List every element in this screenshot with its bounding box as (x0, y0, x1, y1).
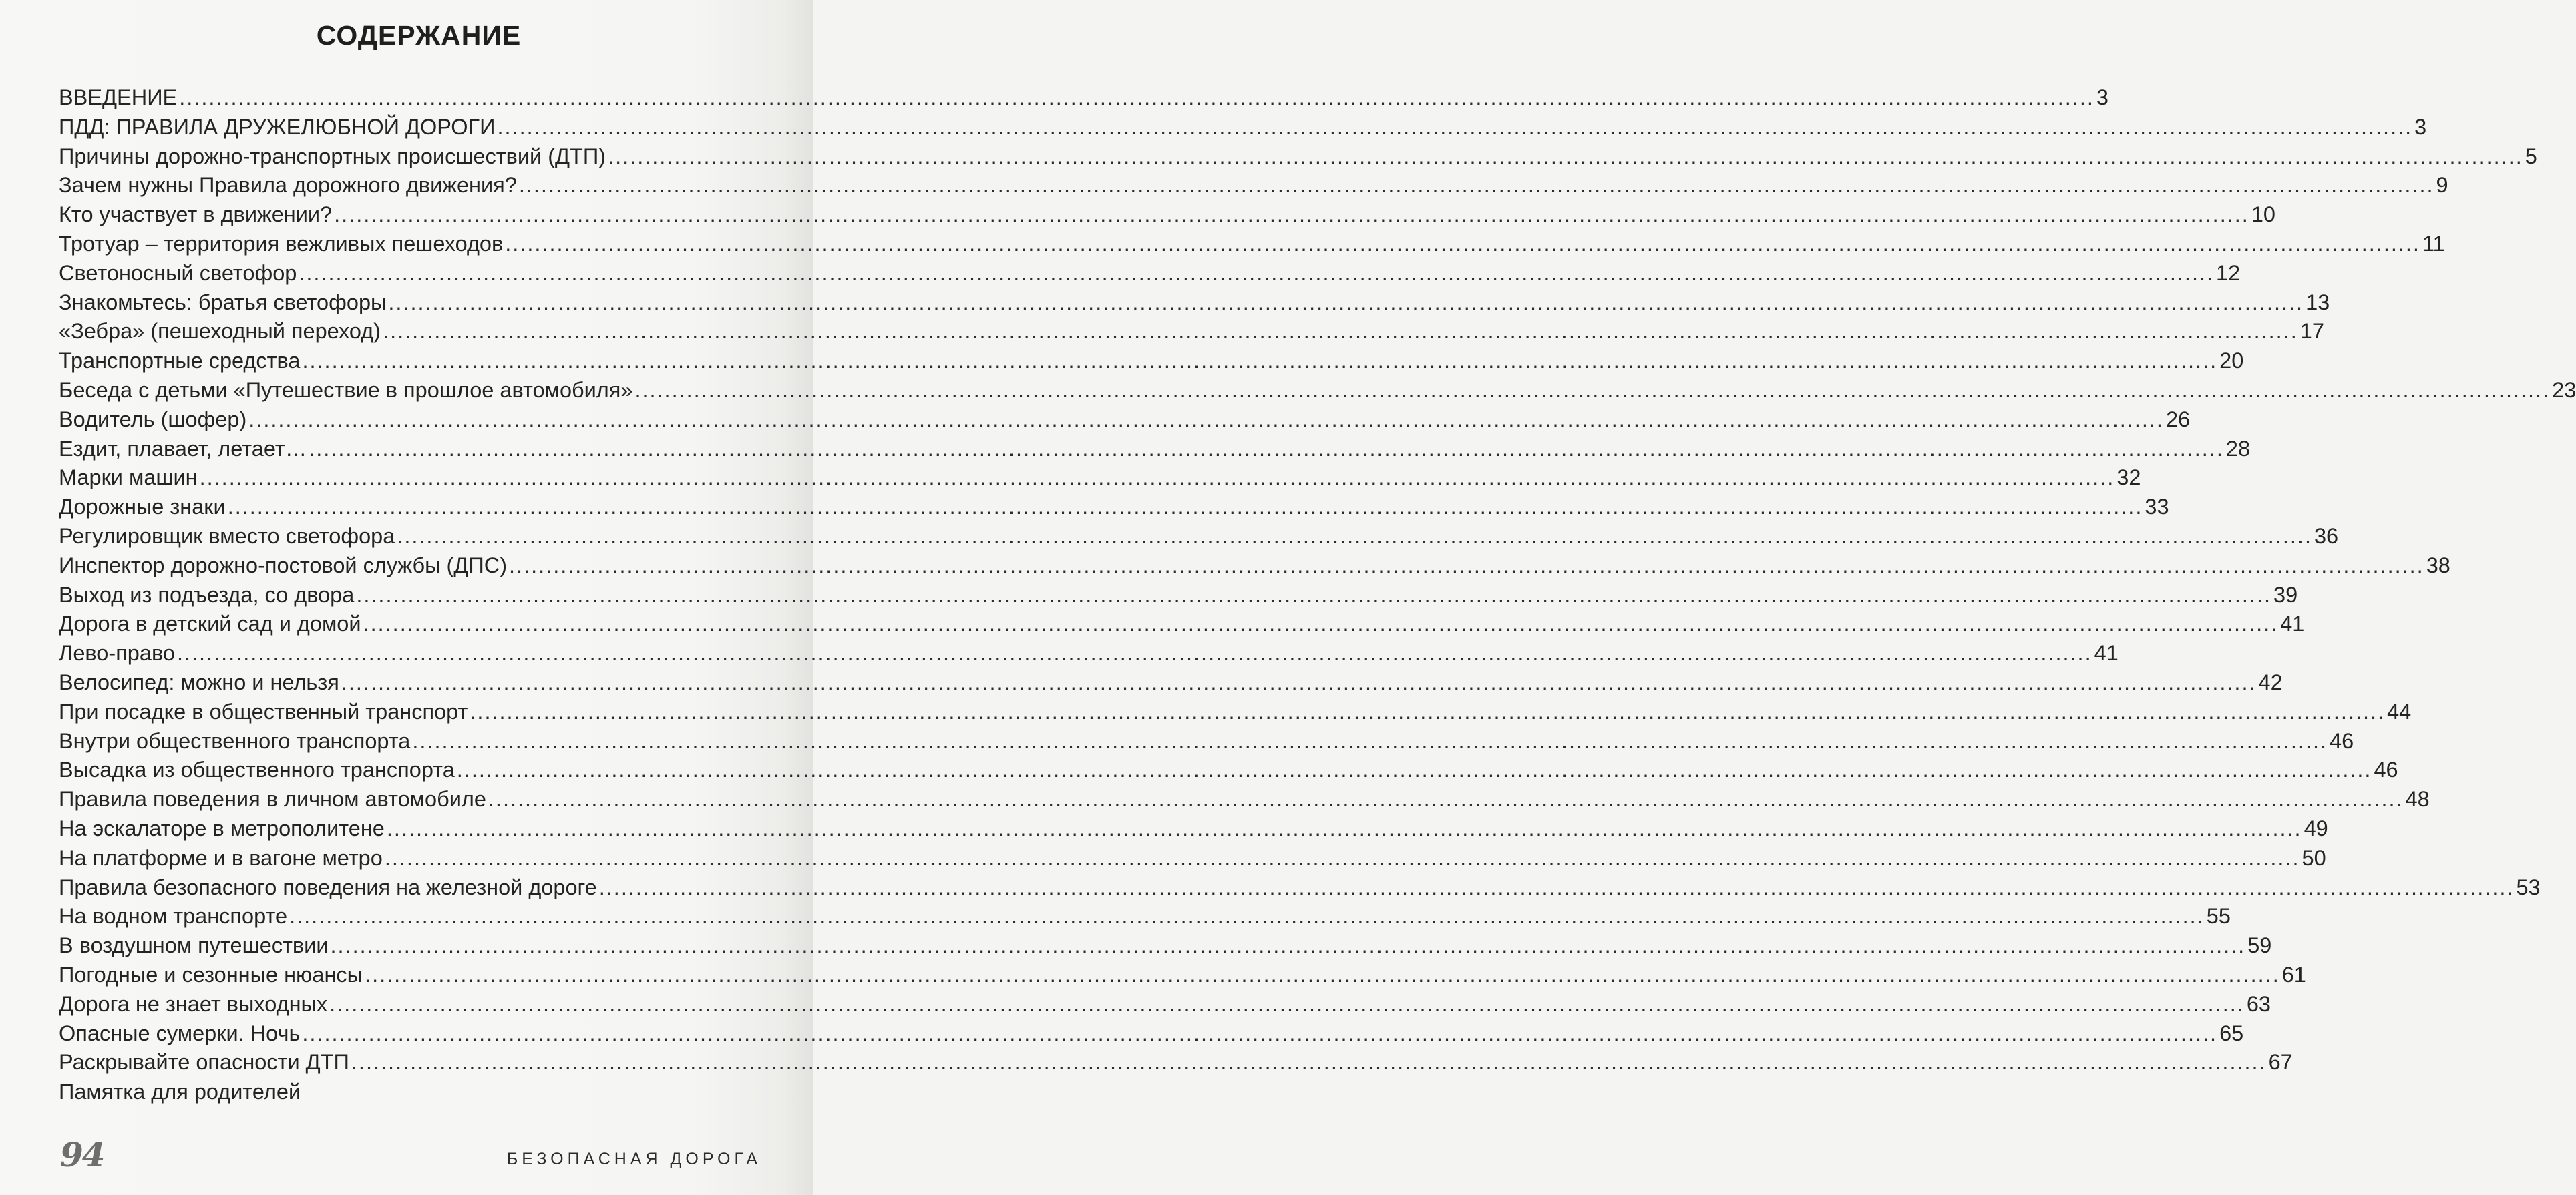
toc-entry-title: Тротуар – территория вежливых пешеходов (59, 231, 504, 256)
toc-entry (59, 171, 2448, 200)
toc-entry-page: 32 (2117, 465, 2141, 490)
toc-entry-page: 50 (2302, 845, 2326, 870)
toc-entry (59, 814, 2328, 844)
toc-entry (59, 259, 2241, 288)
toc-entry-title: Дорога в детский сад и домой (59, 612, 361, 636)
toc-entry-page: 48 (2405, 787, 2430, 812)
toc-entry-page: 36 (2314, 523, 2339, 548)
toc-entry-page: 23 (2552, 377, 2576, 402)
toc-entry-title: Выход из подъезда, со двора (59, 582, 355, 607)
toc-entry (59, 639, 2119, 668)
toc-entry-page: 63 (2246, 991, 2271, 1016)
toc-entry-title: Кто участвует в движении? (59, 202, 333, 227)
toc-entry (59, 756, 2398, 785)
toc-entry-title: Внутри общественного транспорта (59, 728, 411, 753)
dot-leader: .................................................................................................................................................................................................................................................................... (356, 582, 2272, 607)
toc-entry (59, 346, 2244, 376)
toc-entry (59, 405, 2191, 435)
toc-entry-page: 10 (2251, 202, 2275, 227)
toc-entry-page: 53 (2516, 875, 2541, 899)
dot-leader: .................................................................................................................................................................................................................................................................... (470, 699, 2386, 724)
dot-leader: .................................................................................................................................................................................................................................................................... (302, 1021, 2218, 1045)
toc-entry-page: 3 (2414, 114, 2427, 139)
dot-leader: .................................................................................................................................................................................................................................................................... (302, 348, 2218, 373)
toc-entry-title: Велосипед: можно и нельзя (59, 670, 339, 694)
toc-entry (59, 376, 2576, 405)
toc-entry-page: 46 (2330, 728, 2354, 753)
toc-entry-title: Опасные сумерки. Ночь (59, 1021, 301, 1045)
dot-leader: .................................................................................................................................................................................................................................................................... (330, 933, 2246, 958)
toc-entry-title: Зачем нужны Правила дорожного движения? (59, 173, 517, 198)
toc-entry-title: Дорожные знаки (59, 495, 226, 519)
toc-entry-page: 20 (2219, 348, 2244, 373)
toc-entry-page: 42 (2258, 670, 2283, 694)
toc-entry (59, 288, 2330, 318)
dot-leader: .................................................................................................................................................................................................................................................................... (497, 114, 2413, 139)
toc-entry-title: Знакомьтесь: братья светофоры (59, 290, 387, 314)
dot-leader: .................................................................................................................................................................................................................................................................... (634, 377, 2551, 402)
dot-leader: .................................................................................................................................................................................................................................................................... (412, 728, 2328, 753)
toc-entry-page: 44 (2387, 699, 2412, 724)
dot-leader: .................................................................................................................................................................................................................................................................... (179, 85, 2094, 109)
toc-entry-page: 41 (2094, 641, 2119, 666)
toc-entry (59, 1048, 2293, 1078)
toc-entry-title: На эскалаторе в метрополитене (59, 816, 385, 841)
toc-entry-title: На платформе и в вагоне метро (59, 845, 383, 870)
dot-leader: .................................................................................................................................................................................................................................................................... (341, 670, 2257, 694)
page-number: 94 (60, 1135, 104, 1174)
dot-leader: .................................................................................................................................................................................................................................................................... (227, 495, 2143, 519)
toc-entry (59, 317, 2324, 346)
toc-entry-title: В воздушном путешествии (59, 933, 329, 958)
toc-entry (59, 610, 2305, 639)
toc-entry-page: 17 (2299, 319, 2324, 344)
dot-leader: .................................................................................................................................................................................................................................................................... (384, 845, 2300, 870)
toc-entry-page: 59 (2247, 933, 2272, 958)
dot-leader: .................................................................................................................................................................................................................................................................... (289, 904, 2205, 929)
toc-entry-page: 67 (2268, 1050, 2293, 1075)
toc-entry (59, 727, 2354, 756)
toc-entry-title: Раскрывайте опасности ДТП (59, 1050, 349, 1075)
toc-entry (59, 551, 2450, 581)
toc-entry-page: 49 (2304, 816, 2328, 841)
toc-entry-page: 3 (2096, 85, 2108, 109)
toc-entry (59, 83, 2108, 113)
toc-entry-title: На водном транспорте (59, 904, 288, 929)
toc-entry-title: ПДД: ПРАВИЛА ДРУЖЕЛЮБНОЙ ДОРОГИ (59, 114, 496, 139)
toc-entry-page: 55 (2206, 904, 2231, 929)
dot-leader: .................................................................................................................................................................................................................................................................... (363, 612, 2279, 636)
dot-leader: .................................................................................................................................................................................................................................................................... (388, 290, 2304, 314)
table-of-contents (59, 83, 2576, 1107)
toc-entry-page: 11 (2422, 231, 2445, 256)
toc-entry-page: 61 (2281, 962, 2306, 987)
toc-entry-title: Беседа с детьми «Путешествие в прошлое автомобиля» (59, 377, 633, 402)
dot-leader: .................................................................................................................................................................................................................................................................... (488, 787, 2404, 812)
toc-entry (59, 873, 2541, 903)
toc-entry-title: При посадке в общественный транспорт (59, 699, 468, 724)
dot-leader: .................................................................................................................................................................................................................................................................... (518, 173, 2434, 198)
toc-entry-title: Памятка для родителей (59, 1080, 301, 1104)
toc-entry (59, 698, 2412, 727)
dot-leader: .................................................................................................................................................................................................................................................................... (598, 875, 2515, 899)
toc-entry-page: 41 (2280, 612, 2305, 636)
toc-entry (59, 931, 2272, 961)
dot-leader: .................................................................................................................................................................................................................................................................... (383, 319, 2298, 344)
toc-entry-page: 26 (2165, 407, 2191, 431)
dot-leader: .................................................................................................................................................................................................................................................................... (309, 436, 2224, 461)
dot-leader: .................................................................................................................................................................................................................................................................... (329, 991, 2245, 1016)
dot-leader: .................................................................................................................................................................................................................................................................... (608, 144, 2523, 168)
toc-entry-page: 46 (2374, 758, 2398, 782)
toc-entry (59, 785, 2430, 814)
toc-entry (59, 142, 2537, 172)
toc-entry-title: Погодные и сезонные нюансы (59, 962, 363, 987)
toc-entry (59, 200, 2275, 230)
toc-entry (59, 844, 2326, 873)
toc-entry-page: 9 (2436, 173, 2448, 198)
toc-entry-title: Инспектор дорожно-постовой службы (ДПС) (59, 553, 508, 577)
toc-entry (59, 1078, 763, 1107)
toc-entry (59, 668, 2283, 698)
toc-entry-title: Светоносный светофор (59, 260, 297, 285)
toc-entry (59, 581, 2298, 610)
toc-entry-page: 12 (2216, 260, 2241, 285)
toc-entry (59, 463, 2141, 493)
toc-entry (59, 493, 2169, 522)
toc-entry-title: Правила поведения в личном автомобиле (59, 787, 486, 812)
page-title: СОДЕРЖАНИЕ (316, 20, 522, 51)
toc-entry-title: Ездит, плавает, летает… (59, 436, 307, 461)
toc-entry-title: Причины дорожно-транспортных происшествий (ДТП) (59, 144, 606, 168)
dot-leader: .................................................................................................................................................................................................................................................................... (176, 641, 2092, 666)
toc-entry (59, 522, 2339, 551)
toc-entry-page: 33 (2145, 495, 2169, 519)
toc-entry (59, 435, 2251, 464)
toc-entry-title: Правила безопасного поведения на железной дороге (59, 875, 597, 899)
dot-leader: .................................................................................................................................................................................................................................................................... (509, 553, 2424, 577)
toc-entry (59, 902, 2231, 931)
toc-entry-title: Водитель (шофер) (59, 407, 247, 431)
toc-entry-title: ВВЕДЕНИЕ (59, 85, 178, 109)
toc-entry-page: 13 (2306, 290, 2330, 314)
dot-leader: .................................................................................................................................................................................................................................................................... (299, 260, 2215, 285)
dot-leader: .................................................................................................................................................................................................................................................................... (365, 962, 2280, 987)
dot-leader: .................................................................................................................................................................................................................................................................... (456, 758, 2372, 782)
toc-entry (59, 1019, 2244, 1049)
dot-leader: .................................................................................................................................................................................................................................................................... (505, 231, 2420, 256)
running-footer: БЕЗОПАСНАЯ ДОРОГА (506, 1150, 761, 1168)
toc-entry-title: Марки машин (59, 465, 198, 490)
toc-entry (59, 990, 2271, 1019)
dot-leader: .................................................................................................................................................................................................................................................................... (397, 523, 2312, 548)
toc-entry (59, 961, 2306, 990)
toc-entry-page: 39 (2273, 582, 2298, 607)
dot-leader: .................................................................................................................................................................................................................................................................... (334, 202, 2249, 227)
toc-entry-page: 65 (2219, 1021, 2244, 1045)
dot-leader: .................................................................................................................................................................................................................................................................... (351, 1050, 2267, 1075)
dot-leader: .................................................................................................................................................................................................................................................................... (199, 465, 2115, 490)
toc-entry-title: «Зебра» (пешеходный переход) (59, 319, 381, 344)
toc-entry-title: Регулировщик вместо светофора (59, 523, 395, 548)
toc-entry (59, 230, 2445, 259)
toc-entry-page: 5 (2525, 144, 2537, 168)
toc-entry (59, 113, 2427, 142)
dot-leader: .................................................................................................................................................................................................................................................................... (386, 816, 2302, 841)
toc-entry-title: Дорога не знает выходных (59, 991, 328, 1016)
dot-leader: .................................................................................................................................................................................................................................................................... (248, 407, 2164, 431)
toc-entry-title: Лево-право (59, 641, 175, 666)
toc-entry-page: 38 (2426, 553, 2450, 577)
toc-entry-page: 28 (2225, 436, 2251, 461)
toc-entry-title: Высадка из общественного транспорта (59, 758, 455, 782)
toc-entry-title: Транспортные средства (59, 348, 301, 373)
